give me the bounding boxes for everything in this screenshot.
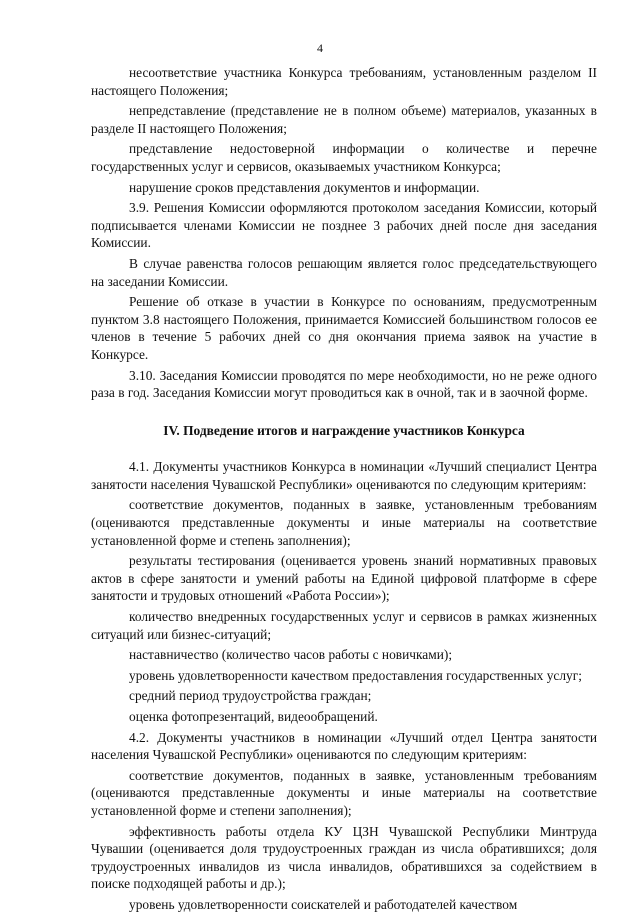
paragraph: 4.1. Документы участников Конкурса в номинации «Лучший специалист Центра занятости населения Чувашской Республики» оцениваются по следующим критериям:	[91, 459, 597, 492]
paragraph: соответствие документов, поданных в заявке, установленным требованиям (оцениваются представленные документы и иные материалы на соответствие установленной форме и степень заполнения);	[91, 497, 597, 548]
paragraph: уровень удовлетворенности качеством предоставления государственных услуг;	[129, 667, 582, 683]
paragraph: 3.10. Заседания Комиссии проводятся по мере необходимости, но не реже одного раза в год. Заседания Комиссии могут проводиться как в очной, так и в заочной форме.	[91, 367, 597, 401]
paragraph: результаты тестирования (оценивается уровень знаний нормативных правовых актов в сфере занятости и умений работы на Единой цифровой платформе в сфере занятости и трудовых отношений «Работа России»);	[91, 553, 597, 604]
document-body	[91, 64, 597, 914]
paragraph: В случае равенства голосов решающим является голос председательствующего на заседании Комиссии.	[91, 255, 597, 289]
page-number: 4	[317, 41, 323, 55]
paragraph: 4.2. Документы участников в номинации «Лучший отдел Центра занятости населения Чувашской Республики» оцениваются по следующим критериям:	[91, 729, 597, 763]
paragraph: несоответствие участника Конкурса требованиям, установленным разделом II настоящего Положения;	[91, 65, 597, 98]
paragraph: непредставление (представление не в полном объеме) материалов, указанных в разделе II настоящего Положения;	[91, 103, 597, 136]
paragraph: оценка фотопрезентаций, видеообращений.	[129, 709, 378, 724]
paragraph: нарушение сроков представления документов и информации.	[129, 179, 480, 195]
section-heading: IV. Подведение итогов и награждение участников Конкурса	[163, 422, 525, 438]
paragraph: наставничество (количество часов работы с новичками);	[129, 647, 453, 663]
paragraph: 3.9. Решения Комиссии оформляются протоколом заседания Комиссии, который подписывается членами Комиссии не позднее 3 рабочих дней после дня заседания Комиссии.	[91, 200, 597, 251]
paragraph: эффективность работы отдела КУ ЦЗН Чувашской Республики Минтруда Чувашии (оценивается доля трудоустроенных граждан из числа обратившихся; доля трудоустроенных инвалидов из числа инвалидов, обратившихся за содействием в поиске подходящей работы и др.);	[91, 823, 597, 892]
paragraph: количество внедренных государственных услуг и сервисов в рамках жизненных ситуаций или бизнес-ситуаций;	[91, 609, 597, 642]
paragraph: уровень удовлетворенности соискателей и работодателей качеством	[129, 896, 518, 912]
paragraph: средний период трудоустройства граждан;	[129, 688, 372, 704]
paragraph: соответствие документов, поданных в заявке, установленным требованиям (оцениваются представленные документы и иные материалы на соответствие установленной форме и степени заполнения);	[91, 767, 597, 818]
paragraph: Решение об отказе в участии в Конкурсе по основаниям, предусмотренным пунктом 3.8 настоящего Положения, принимается Комиссией большинством голосов ее членов в течение 5 рабочих дней со дня окончания приема заявок на участие в Конкурсе.	[91, 294, 597, 362]
paragraph: представление недостоверной информации о количестве и перечне государственных услуг и сервисов, оказываемых участником Конкурса;	[91, 141, 597, 174]
